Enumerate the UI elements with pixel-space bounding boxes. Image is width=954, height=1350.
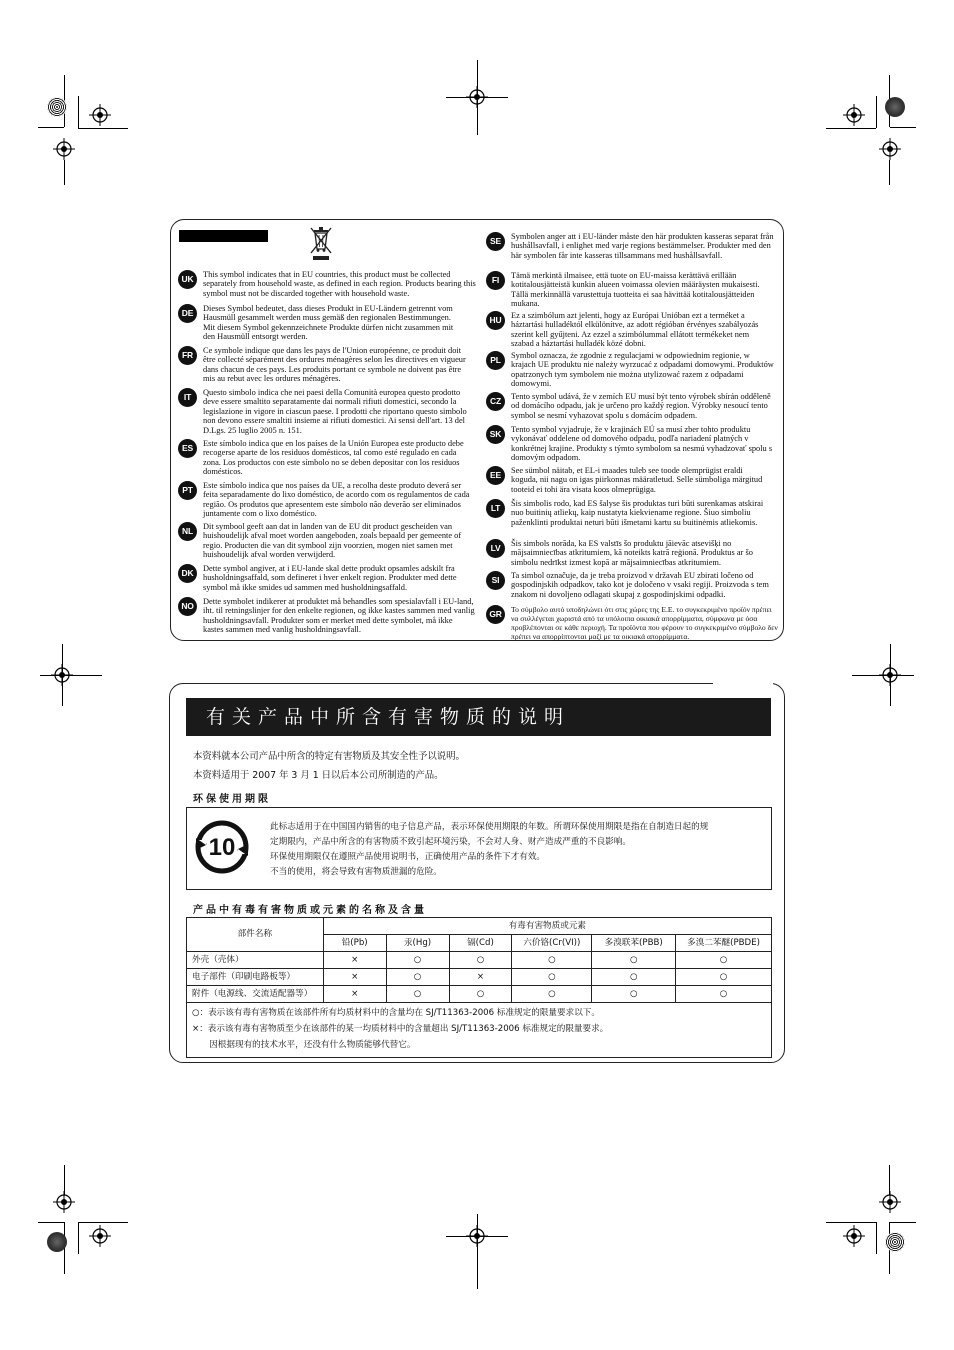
registration-mark-icon (466, 86, 488, 108)
eu-entry-text: Tämä merkintä ilmaisee, että tuote on EU-maissa kerättävä erillään kotitalousjätteistä kunkin alueen voimassa olevien määräysten mukaisesti. Tällä merkinnällä varustettuja tuotteita ei saa hävittää kotitalousjätteiden mukana. (511, 271, 760, 309)
eu-entry-text: Dette symbol angiver, at i EU-lande skal dette produkt opsamles adskilt fra husholdningsaffald, som defineret i hver enkelt region. Produkter med dette symbol må ikke smides ud sammen med husholdningsaffald. (203, 564, 457, 592)
registration-mark-icon (466, 1225, 488, 1247)
eu-entry-text: Ce symbole indique que dans les pays de l'Union européenne, ce produit doit être collecté séparément des ordures ménagères selon les directives en vigueur dans chacun de ces pays. Les produits portant ce symbole ne doivent pas être mis au rebut avec les ordures ménagères. (203, 346, 466, 384)
value-cell: ○ (512, 952, 592, 969)
registration-mark-icon (89, 1225, 111, 1247)
epup-description (270, 820, 708, 880)
epup-line: 定期限内，产品中所含的有害物质不致引起环境污染，不会对人身、财产造成严重的不良影响。 (270, 837, 631, 847)
country-badge: UK (178, 270, 197, 289)
country-badge: DE (178, 304, 197, 323)
country-badge: EE (486, 466, 505, 485)
country-badge: SK (486, 425, 505, 444)
registration-mark-icon (89, 104, 111, 126)
value-cell: ○ (386, 952, 449, 969)
eu-entry-text: Šis simbols norāda, ka ES valstīs šo produktu jāievāc atsevišķi no mājsaimniecības atkritumiem, kā noteikts katrā reģionā. Produktus ar šo simbolu nedrīkst izmest kopā ar mājsaimniecības atkritumiem. (511, 539, 753, 567)
value-cell: ○ (592, 986, 676, 1003)
eu-entry-text: See sümbol näitab, et EL-i maades tuleb see toode olemprügist eraldi koguda, nii nagu on igas piirkonnas määratletud. Selle sümboliga märgitud tooteid ei tohi ära visata koos olmeprügiga. (511, 466, 763, 494)
epup-heading: 环保使用期限 (193, 794, 271, 805)
eu-weee-notice (170, 219, 784, 641)
column-header: 镉(Cd) (449, 935, 512, 952)
epup-line: 不当的使用，将会导致有害物质泄漏的危险。 (270, 867, 442, 877)
eu-entry-text: Dieses Symbol bedeutet, dass dieses Produkt in EU-Ländern getrennt vom Hausmüll gesammelt werden muss gemäß den regionalen Bestimmungen. Mit diesem Symbol gekennzeichnete Produkte dürfen nicht zusammen mit den Hausmüll entsorgt werden. (203, 304, 454, 342)
eu-entry-text: Questo simbolo indica che nei paesi della Comunità europea questo prodotto deve essere smaltito separatamente dai normali rifiuti domestici, secondo la legislazione in vigore in ciascun paese. I prodotti che riportano questo simbolo non devono essere smaltiti insieme ai rifiuti domestici. Ai sensi dell'art. 13 del D.Lgs. 25 luglio 2005 n. 151. (203, 388, 467, 435)
table-row (187, 969, 772, 986)
epup-line: 此标志适用于在中国国内销售的电子信息产品，表示环保使用期限的年数。所谓环保使用期限是指在自制造日起的规 (270, 822, 709, 832)
table-notes (187, 1003, 772, 1058)
substance-group-header: 有毒有害物质或元素 (323, 918, 771, 935)
country-badge: DK (178, 564, 197, 583)
note-line: ○：表示该有毒有害物质在该部件所有均质材料中的含量均在 SJ/T11363-2006 标准规定的限量要求以下。 (192, 1008, 600, 1018)
intro-line: 本资料就本公司产品中所含的特定有害物质及其安全性予以说明。 (193, 751, 465, 762)
country-badge: GR (486, 605, 505, 624)
registration-mark-icon (53, 1191, 75, 1213)
eu-entry-text: Tento symbol vyjadruje, že v krajinách EÚ sa musí zber tohto produktu vykonávať oddelene od domového odpadu, podľa nariadení platných v konkrétnej krajine. Produkty s týmto symbolom sa nesmú vyhadzovať spolu s domovým odpadom. (511, 425, 773, 463)
eu-entry-text: Este símbolo indica que nos países da UE, a recolha deste produto deverá ser feita separadamente do lixo doméstico, de acordo com os regulamentos de cada região. Os produtos que apresentem este símbolo não deverão ser eliminados juntamente com o lixo doméstico. (203, 481, 470, 519)
eu-entry-text: Dit symbool geeft aan dat in landen van de EU dit product gescheiden van huishoudelijk afval moet worden aangeboden, zoals bepaald per gemeente of regio. Producten die van dit symbool zijn voorzien, mogen niet samen met huishoudelijk afval worden verwijderd. (203, 522, 462, 560)
column-header: 六价铬(Cr(VI)) (512, 935, 592, 952)
epup-box (186, 807, 772, 890)
epup-logo-number: 10 (208, 834, 236, 861)
value-cell: × (449, 969, 512, 986)
table-row (187, 952, 772, 969)
registration-mark-icon (879, 1191, 901, 1213)
country-badge: SI (486, 571, 505, 590)
value-cell: ○ (592, 952, 676, 969)
hazard-table-heading: 产品中有毒有害物质或元素的名称及含量 (193, 905, 427, 916)
registration-mark-icon (843, 104, 865, 126)
intro-line: 本资料适用于 2007 年 3 月 1 日以后本公司所制造的产品。 (193, 770, 444, 781)
black-label-bar (179, 230, 268, 242)
value-cell: ○ (592, 969, 676, 986)
eu-entry-text: Ta simbol označuje, da je treba proizvod v državah EU zbirati ločeno od gospodinjskih odpadkov, tako kot je določeno v vsaki regiji. Proizvoda s tem znakom ni dovoljeno odlagati skupaj z gospodinjskimi odpadki. (511, 571, 769, 599)
country-badge: FI (486, 271, 505, 290)
column-header: 铅(Pb) (323, 935, 386, 952)
country-badge: ES (178, 439, 197, 458)
value-cell: × (323, 969, 386, 986)
eu-entry-text: Το σύμβολο αυτό υποδηλώνει ότι στις χώρες της Ε.Ε. το συγκεκριμένο προϊόν πρέπει να συλλέγεται χωριστά από τα υπόλοιπα οικιακά απορρίμματα, σύμφωνα με όσα προβλέπονται σε κάθε περιοχή. Τα προϊόντα που φέρουν το συγκεκριμένο σύμβολο δεν πρέπει να απορρίπτονται μαζί με τα οικιακά απορρίμματα. (511, 605, 778, 641)
country-badge: PT (178, 481, 197, 500)
note-line: ×：表示该有毒有害物质至少在该部件的某一均质材料中的含量超出 SJ/T11363-2006 标准规定的限量要求。 (192, 1024, 609, 1034)
china-rohs-title: 有关产品中所含有害物质的说明 (186, 698, 771, 736)
value-cell: ○ (449, 986, 512, 1003)
part-cell: 电子部件（印刷电路板等） (187, 969, 324, 986)
country-badge: CZ (486, 392, 505, 411)
eu-entry-text: Dette symbolet indikerer at produktet må behandles som spesialavfall i EU-land, iht. til retningslinjer for den enkelte regionen, og ikke kastes sammen med vanlig husholdningsavfall. Produkter som er merket med dette symbolet, må ikke kastes sammen med vanlig husholdningsavfall. (203, 597, 475, 635)
country-badge: IT (178, 388, 197, 407)
eu-entry-text: Symbolen anger att i EU-länder måste den här produkten kasseras separat från hushållsavfall, i enlighet med varje regions bestämmelser. Produkter med den här symbolen får inte kasseras tillsammans med hushållsavfall. (511, 232, 774, 260)
eu-entry-text: This symbol indicates that in EU countries, this product must be collected separately from household waste, as defined in each region. Products bearing this symbol must not be discarded together with household waste. (203, 270, 476, 298)
country-badge: LT (486, 499, 505, 518)
registration-mark-icon (879, 138, 901, 160)
country-badge: HU (486, 311, 505, 330)
country-badge: FR (178, 346, 197, 365)
eu-entry-text: Šis simbolis rodo, kad ES šalyse šis produktas turi būti surenkamas atskirai nuo buitinių atliekų, kaip nustatyta kiekviename regione. Šiuo simboliu paženklinti produktai neturi būti išmetami kartu su buitinėmis atliekomis. (511, 499, 764, 527)
value-cell: ○ (512, 986, 592, 1003)
hazardous-substance-table (186, 917, 772, 1058)
color-target-icon (47, 97, 67, 117)
eu-entry-text: Este símbolo indica que en los países de la Unión Europea este producto debe recogerse aparte de los residuos domésticos, tal como esté regulado en cada zona. Los productos con este símbolo no se deben depositar con los residuos domésticos. (203, 439, 464, 477)
color-target-icon (47, 1232, 67, 1252)
value-cell: × (323, 986, 386, 1003)
country-badge: NL (178, 522, 197, 541)
column-header: 多溴联苯(PBB) (592, 935, 676, 952)
table-row (187, 986, 772, 1003)
value-cell: ○ (676, 969, 772, 986)
eu-entry-text: Tento symbol udává, že v zemích EU musí být tento výrobek sbírán odděleně od domácího odpadu, jak je určeno pro každý region. Výrobky nesoucí tento symbol se nesmí vyhazovat spolu s domácím odpadem. (511, 392, 771, 420)
color-target-icon (885, 97, 905, 117)
country-badge: PL (486, 351, 505, 370)
country-badge: NO (178, 597, 197, 616)
epup-10-year-logo-icon (195, 820, 249, 874)
registration-mark-icon (53, 138, 75, 160)
registration-mark-icon (879, 664, 901, 686)
column-header: 汞(Hg) (386, 935, 449, 952)
color-target-icon (885, 1232, 905, 1252)
eu-entry-text: Ez a szimbólum azt jelenti, hogy az Európai Unióban ezt a terméket a háztartási hulladéktól elkülönítve, az adott régióban érvényes szabályozás szerint kell gyűjteni. Az ezzel a szimbólummal ellátott termékeket nem szabad a háztartási hulladék közé dobni. (511, 311, 759, 349)
value-cell: ○ (449, 952, 512, 969)
epup-line: 环保使用期限仅在遵照产品使用说明书，正确使用产品的条件下才有效。 (270, 852, 546, 862)
value-cell: ○ (386, 969, 449, 986)
value-cell: ○ (676, 952, 772, 969)
part-cell: 外壳（壳体） (187, 952, 324, 969)
country-badge: LV (486, 539, 505, 558)
crossed-bin-icon (308, 223, 334, 261)
value-cell: × (323, 952, 386, 969)
column-header: 多溴二苯醚(PBDE) (676, 935, 772, 952)
value-cell: ○ (512, 969, 592, 986)
registration-mark-icon (843, 1225, 865, 1247)
part-name-header: 部件名称 (187, 918, 324, 952)
part-cell: 附件（电源线、交流适配器等） (187, 986, 324, 1003)
value-cell: ○ (386, 986, 449, 1003)
note-line: 因根据现有的技术水平，还没有什么物质能够代替它。 (192, 1040, 416, 1050)
eu-entry-text: Symbol oznacza, że zgodnie z regulacjami w odpowiednim regionie, w krajach UE produktu nie należy wyrzucać z odpadami domowymi. Produktów opatrzonych tym symbolem nie można utylizować razem z odpadami domowymi. (511, 351, 774, 389)
value-cell: ○ (676, 986, 772, 1003)
country-badge: SE (486, 232, 505, 251)
registration-mark-icon (51, 664, 73, 686)
